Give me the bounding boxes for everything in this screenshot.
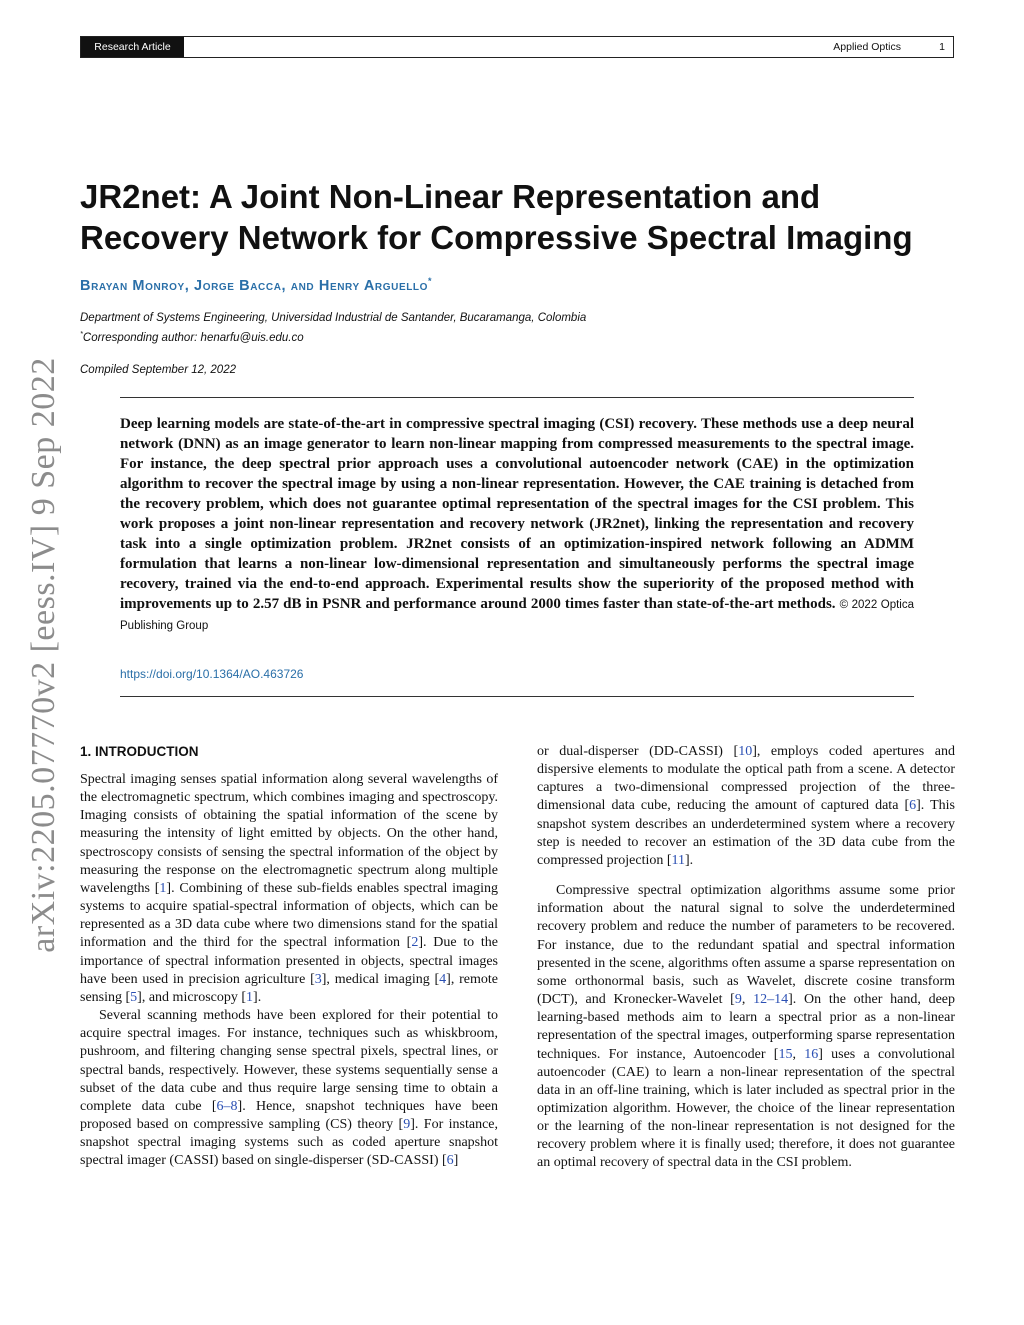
text-run: ]. Due to the importance of spectral information presented in objects, spectral images have been used in precision agriculture [ [80,935,499,987]
affiliation: Department of Systems Engineering, Universidad Industrial de Santander, Bucaramanga, Colombia [80,312,587,324]
text-run: ], remote sensing [ [80,971,498,1005]
citation-link[interactable]: 12–14 [753,992,789,1008]
citation-link[interactable]: 1 [246,989,254,1005]
abstract-text: Deep learning models are state-of-the-art in compressive spectral imaging (CSI) recovery. These methods use a deep neural network (DNN) as an image generator to learn non-linear mapping from compressed measurements to the spectral image. For instance, the deep spectral prior approach uses a convolutional autoencoder network (CAE) in the optimization algorithm to recover the spectral image by using a non-linear representation. However, the CAE training is detached from the recovery problem, which does not guarantee optimal representation of the spectral images for the CSI problem. This work proposes a joint non-linear representation and recovery network (JR2net), linking the representation and recovery task into a single optimization problem. JR2net consists of an optimization-inspired network following an ADMM formulation that learns a non-linear low-dimensional representation and simultaneously performs the spectral image recovery, trained via the end-to-end approach. Experimental results show the superiority of the proposed method with improvements up to 2.57 dB in PSNR and performance around 2000 times faster than state-of-the-art methods. [120,416,914,612]
citation-link[interactable]: 5 [130,989,138,1005]
text-run: ], employs coded apertures and dispersive elements to modulate the optical path from a scene. A detector captures a two-dimensional compressed projection of the three-dimensional data cube, reducing the amount of captured data [ [537,744,955,814]
running-header [80,36,954,58]
citation-link[interactable]: 11 [671,852,685,868]
left-column [80,771,498,1170]
text-run: Spectral imaging senses spatial information along several wavelengths of the electromagnetic spectrum, which combines imaging and spectroscopy. Imaging consists of obtaining the spatial information of the scene by measuring the intensity of light emitted by objects. On the other hand, spectroscopy consists of sensing the spectral information of the object by measuring the response on the electromagnetic spectrum along multiple wavelengths [ [80,772,498,896]
copyright-notice: © 2022 Optica Publishing Group [120,599,914,632]
text-run: , [792,1046,805,1062]
intro-paragraph-2 [80,1007,498,1170]
citation-link[interactable]: 9 [734,992,742,1008]
citation-link[interactable]: 10 [738,744,753,759]
text-run: , [741,992,754,1008]
citation-link[interactable]: 2 [411,935,419,951]
title-line-2: Recovery Network for Compressive Spectral Imaging [80,219,913,256]
citation-link[interactable]: 1 [159,880,167,896]
abstract-top-rule [120,397,914,398]
article-type-label: Research Article [81,37,184,57]
citation-link[interactable]: 16 [804,1046,819,1062]
citation-link[interactable]: 6–8 [216,1098,238,1114]
corresponding-mark: * [80,329,83,338]
text-run: ]. For instance, snapshot spectral imaging systems such as coded aperture snapshot spectral imager (CASSI) based on single-disperser (SD-CASSI) [ [80,1116,499,1169]
corresponding-author [80,329,304,344]
citation-link[interactable]: 3 [314,971,322,987]
text-run: Compressive spectral optimization algorithms assume some prior information about the natural signal to solve the underdetermined recovery problem and reduce the number of parameters to be recovered. For instance, due to the redundant spatial and spectral information presented in the scene, algorithms often assume a sparse representation on some orthonormal basis, such as Wavelet, discrete cosine transform (DCT), and Kronecker-Wavelet [ [537,883,955,1008]
text-run: ]. Combining of these sub-fields enables spectral imaging systems to acquire spatial-spectral information of objects, which can be represented as a 3D data cube where two dimensions stand for the spatial information and the third for the spectral information [ [80,880,498,951]
section-heading: 1. INTRODUCTION [80,744,199,759]
text-run: ], and microscopy [ [137,989,247,1005]
compiled-date: Compiled September 12, 2022 [80,364,236,376]
author-mark: * [428,276,433,286]
citation-link[interactable]: 9 [403,1116,411,1132]
right-column [537,743,955,1173]
author-list [80,276,432,294]
citation-link[interactable]: 6 [446,1153,454,1169]
doi-link[interactable]: https://doi.org/10.1364/AO.463726 [120,667,304,681]
author-names: Brayan Monroy, Jorge Bacca, and Henry Arguello [80,277,429,294]
text-run: ]. This snapshot system describes an underdetermined system where a recovery step is needed to recover an estimation of the 3D data cube from the compressed projection [ [537,798,955,868]
intro-paragraph-4 [537,882,955,1173]
citation-link[interactable]: 4 [439,971,447,987]
text-run: ]. On the other hand, deep learning-based methods aim to learn a spectral prior as a non-linear representation of the spectral images, outperforming sparse representation techniques. For instance, Autoencoder [ [537,992,956,1062]
text-run: or dual-disperser (DD-CASSI) [ [537,744,739,759]
intro-paragraph-1 [80,771,498,1007]
intro-paragraph-3 [537,743,955,870]
paper-title [80,176,960,258]
text-run: ]. [685,852,694,868]
citation-link[interactable]: 15 [778,1046,793,1062]
page-number: 1 [939,41,945,53]
text-run: ]. [253,989,262,1005]
text-run: ] [453,1153,459,1169]
text-run: ], medical imaging [ [321,971,440,987]
text-run: ]. Hence, snapshot techniques have been proposed based on compressive sampling (CS) theory [ [80,1098,499,1132]
title-line-1: JR2net: A Joint Non-Linear Representation and [80,178,821,215]
journal-name: Applied Optics [833,41,901,53]
citation-link[interactable]: 6 [909,798,917,814]
text-run: ] uses a convolutional autoencoder (CAE) to learn a non-linear representation of the spectral data in an off-line training, which is later included as spectral prior in the optimization algorithm. However, the choice of the linear representation or the learning of the non-linear representation is not designed for the recovery problem where it is finally used; therefore, it does not guarantee an optimal recovery of spectral data in the CSI problem. [537,1046,955,1171]
abstract-bottom-rule [120,696,914,697]
text-run: Several scanning methods have been explored for their potential to acquire spectral images. For instance, techniques such as whiskbroom, pushroom, and filtering changing sense spectral pixels, spectral lines, or spectral bands, respectively. However, these systems sequentially sense a subset of the data cube and thus require large sensing time to obtain a complete data cube [ [80,1008,498,1114]
corresponding-text: Corresponding author: henarfu@uis.edu.co [82,331,304,344]
abstract [120,414,914,636]
arxiv-stamp-text: arXiv:2205.07770v2 [eess.IV] 9 Sep 2022 [25,357,62,953]
paragraph-gap [537,870,955,882]
